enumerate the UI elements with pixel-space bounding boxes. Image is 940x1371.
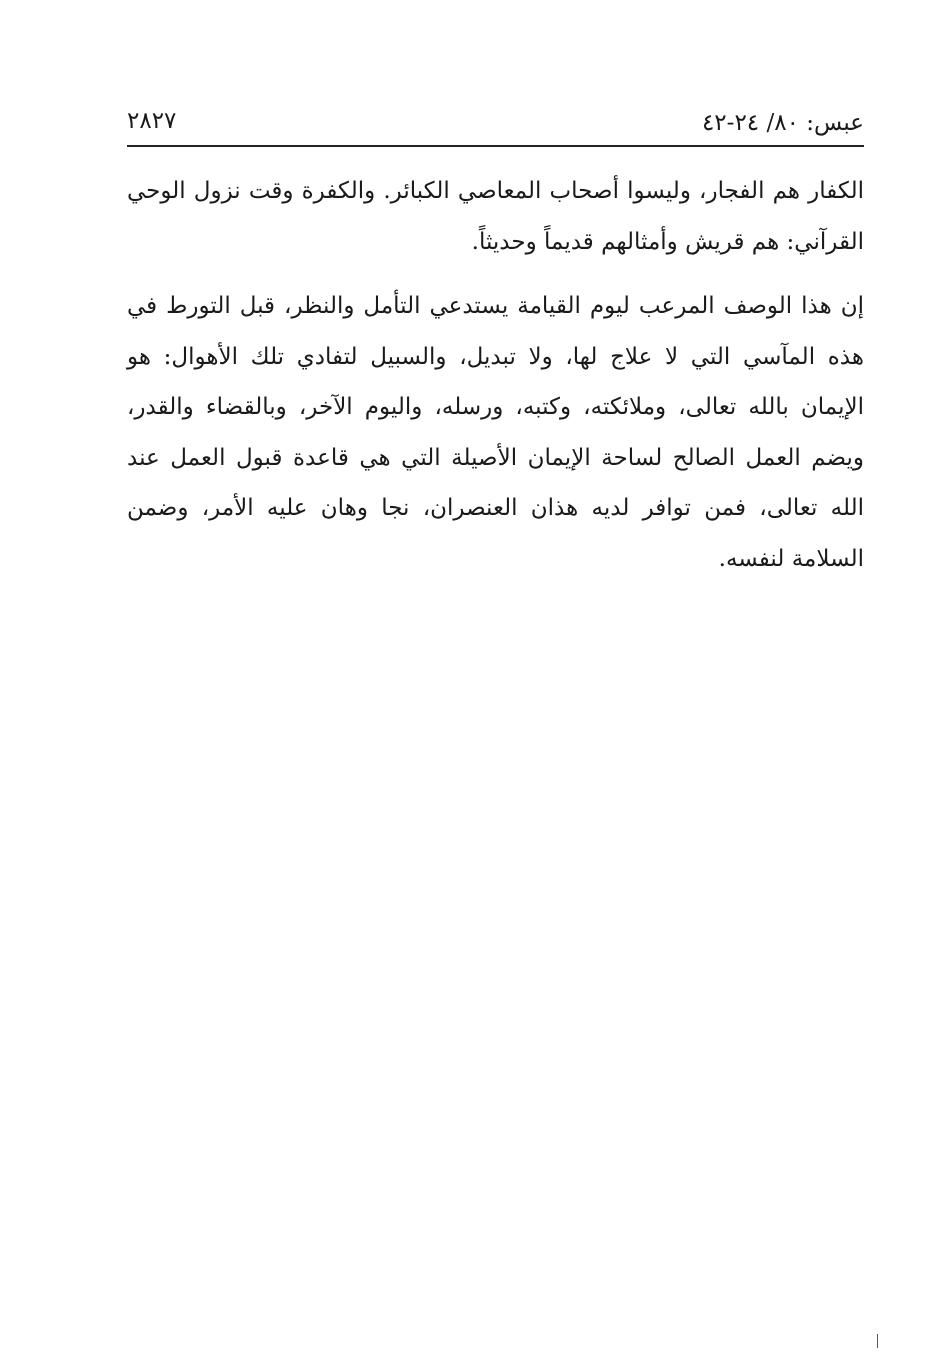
body-text — [127, 166, 864, 584]
running-header — [127, 104, 864, 144]
paragraph-1: الكفار هم الفجار، وليسوا أصحاب المعاصي الكبائر. والكفرة وقت نزول الوحي القرآني: هم قريش وأمثالهم قديماً وحديثاً. — [127, 178, 864, 255]
scan-mark — [877, 1334, 878, 1348]
header-divider — [127, 145, 864, 147]
page-number: ٢٨٢٧ — [127, 108, 177, 134]
surah-reference: عبس: ٨٠/ ٢٤-٤٢ — [701, 110, 864, 136]
paragraph-2: إن هذا الوصف المرعب ليوم القيامة يستدعي التأمل والنظر، قبل التورط في هذه المآسي التي لا علاج لها، ولا تبديل، والسبيل لتفادي تلك الأهوال: هو الإيمان بالله تعالى، وملائكته، وكتبه، ورسله، واليوم الآخر، وبالقضاء والقدر، ويضم العمل الصالح لساحة الإيمان الأصيلة التي هي قاعدة قبول العمل عند الله تعالى، فمن توافر لديه هذان العنصران، نجا وهان عليه الأمر، وضمن السلامة لنفسه. — [127, 293, 864, 572]
